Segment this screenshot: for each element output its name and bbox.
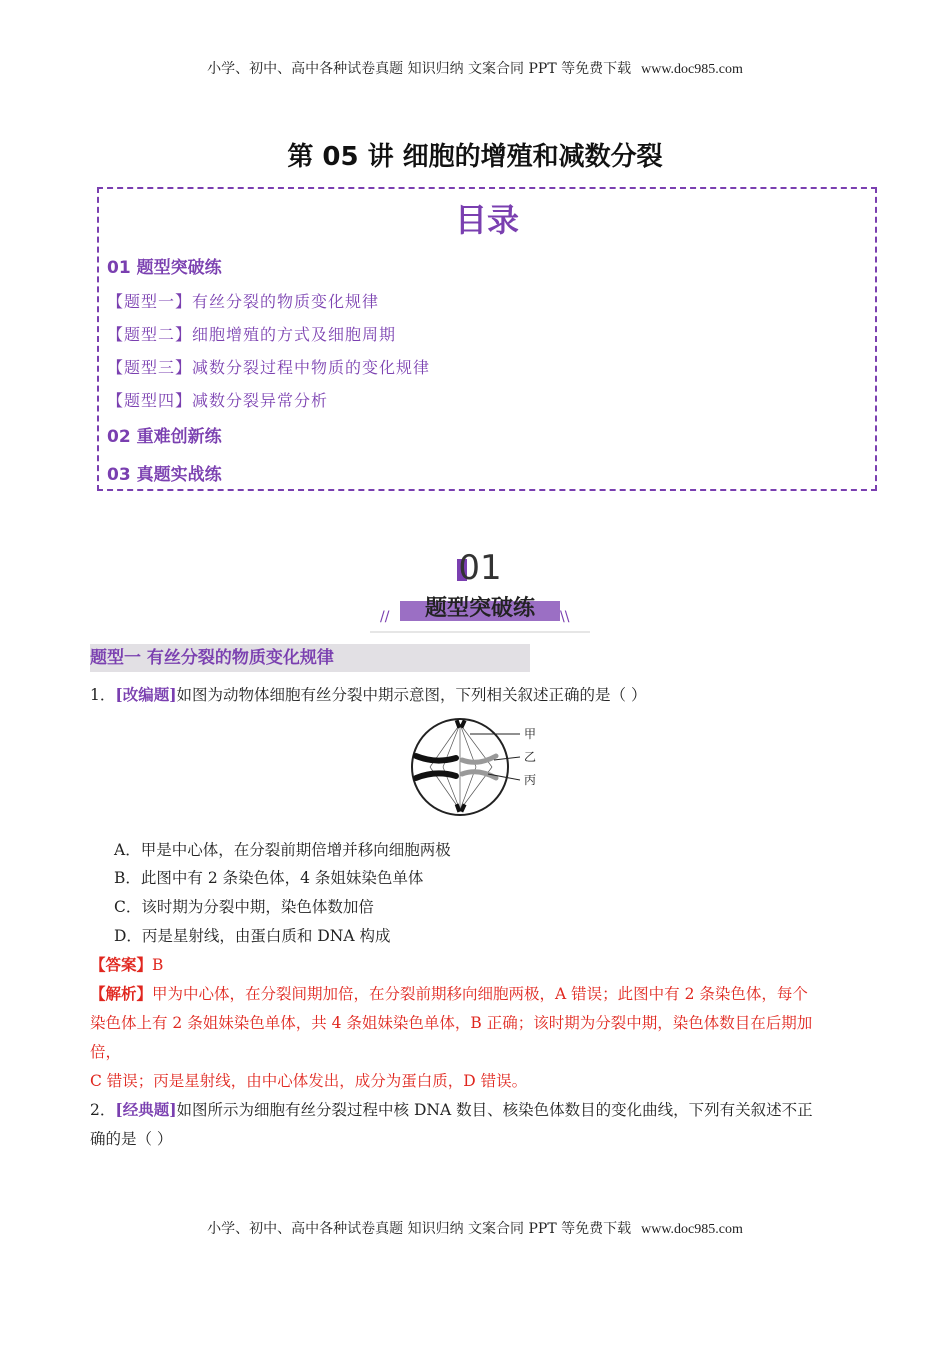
page-footer — [0, 1218, 950, 1238]
chromosome-dark — [416, 756, 456, 778]
q2-stem-line-1 — [90, 1098, 813, 1120]
q1-option-c[interactable]: C．该时期为分裂中期，染色体数加倍 — [114, 898, 374, 916]
page-title: 第 05 讲 细胞的增殖和减数分裂 — [287, 142, 663, 172]
answer-value: B — [152, 956, 164, 974]
q1-stem — [90, 683, 646, 705]
toc-section-1[interactable]: 01 题型突破练 — [107, 258, 222, 278]
label-yi: 乙 — [524, 750, 537, 764]
q2-tag: [经典题] — [115, 1100, 177, 1119]
q1-option-a[interactable]: A．甲是中心体，在分裂前期倍增并移向细胞两极 — [114, 841, 451, 859]
footer-text: 小学、初中、高中各种试卷真题 知识归纳 文案合同 PPT 等免费下载 — [207, 1221, 632, 1237]
q2-stem-line-2: 确的是（ ） — [90, 1130, 173, 1148]
header-url[interactable]: www.doc985.com — [641, 62, 743, 77]
footer-url[interactable]: www.doc985.com — [641, 1222, 743, 1237]
section-banner — [370, 545, 590, 635]
centriole-top-2 — [459, 720, 466, 729]
toc-section-2[interactable]: 02 重难创新练 — [107, 427, 222, 447]
type-heading: 题型一 有丝分裂的物质变化规律 — [90, 644, 530, 672]
q1-number: 1． — [90, 686, 116, 704]
q1-analysis-line-1 — [90, 982, 808, 1004]
banner-number: 01 — [458, 548, 502, 588]
header-text: 小学、初中、高中各种试卷真题 知识归纳 文案合同 PPT 等免费下载 — [207, 61, 632, 77]
analysis-text-1: 甲为中心体，在分裂间期加倍，在分裂前期移向细胞两极，A 错误；此图中有 2 条染色体，每个 — [152, 985, 808, 1003]
toc-item-4[interactable]: 【题型四】减数分裂异常分析 — [107, 391, 329, 410]
toc-heading: 目录 — [454, 201, 519, 239]
q1-answer — [90, 953, 163, 975]
q1-analysis-line-4: C 错误；丙是星射线，由中心体发出，成分为蛋白质，D 错误。 — [90, 1072, 528, 1090]
label-bing: 丙 — [524, 773, 537, 787]
q1-tag: [改编题] — [115, 685, 177, 704]
table-of-contents — [97, 187, 877, 491]
q1-analysis-line-3: 倍， — [90, 1043, 122, 1061]
banner-label: 题型突破练 — [424, 596, 536, 621]
toc-item-2[interactable]: 【题型二】细胞增殖的方式及细胞周期 — [107, 325, 397, 344]
spindle-fibers — [430, 724, 492, 810]
label-jia: 甲 — [524, 727, 537, 741]
toc-item-3[interactable]: 【题型三】减数分裂过程中物质的变化规律 — [107, 358, 431, 377]
banner-slash-right: \\ — [560, 609, 570, 625]
q1-option-b[interactable]: B．此图中有 2 条染色体，4 条姐妹染色单体 — [114, 869, 424, 887]
page-header — [0, 58, 950, 78]
q2-text-1: 如图所示为细胞有丝分裂过程中核 DNA 数目、核染色体数目的变化曲线，下列有关叙述不正 — [176, 1101, 813, 1119]
q1-option-d[interactable]: D．丙是星射线，由蛋白质和 DNA 构成 — [114, 927, 391, 945]
answer-tag: 【答案】 — [90, 955, 153, 974]
banner-slash-left: // — [380, 609, 390, 625]
q2-number: 2． — [90, 1101, 116, 1119]
analysis-tag: 【解析】 — [90, 984, 153, 1003]
mitosis-figure — [408, 712, 548, 822]
q1-text: 如图为动物体细胞有丝分裂中期示意图，下列相关叙述正确的是（ ） — [176, 686, 647, 704]
toc-item-1[interactable]: 【题型一】有丝分裂的物质变化规律 — [107, 292, 380, 311]
q1-analysis-line-2: 染色体上有 2 条姐妹染色单体，共 4 条姐妹染色单体，B 正确；该时期为分裂中期，染色体数目在后期加 — [90, 1014, 813, 1032]
toc-section-3[interactable]: 03 真题实战练 — [107, 465, 222, 485]
